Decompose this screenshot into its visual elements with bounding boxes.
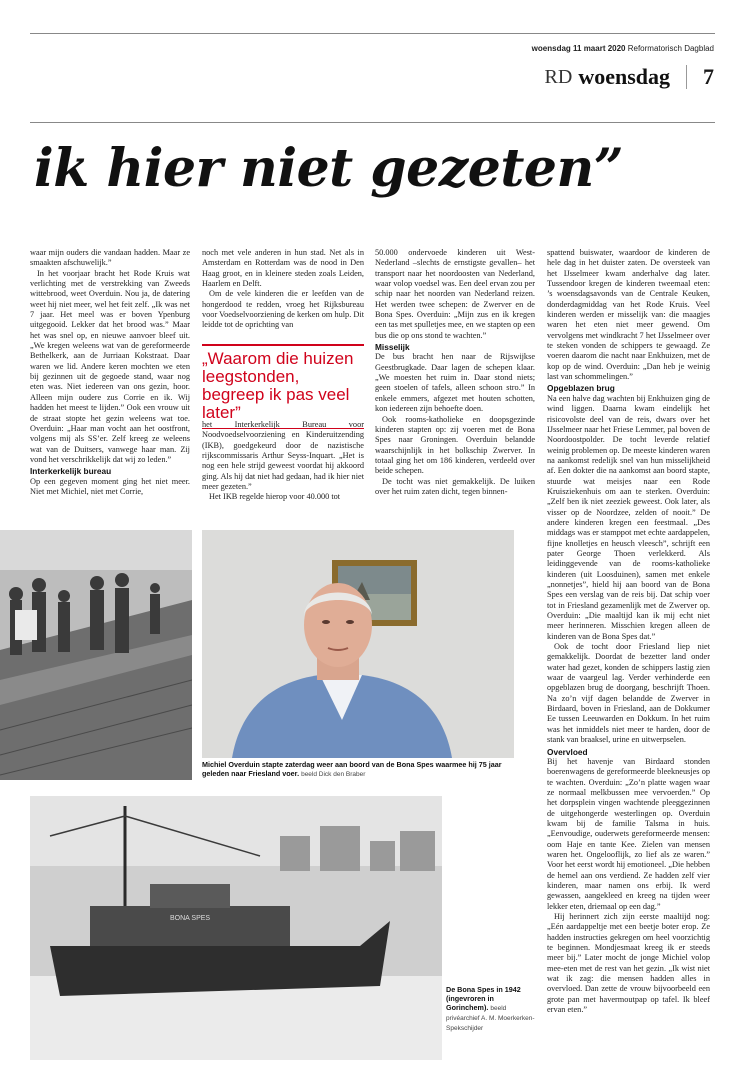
portrait-credit: beeld Dick den Braber (301, 771, 366, 778)
headline: ik hier niet gezeten” (34, 138, 624, 199)
paragraph: noch met vele anderen in hun stad. Net als in Amsterdam en Rotterdam was de nood in Den Haag groot, en in kleinere steden zoals Leiden, Haarlem en Delft. (202, 248, 364, 289)
pull-quote-text: „Waarom die huizen leegstonden, begreep ik pas veel later” (202, 349, 354, 422)
dateline (532, 44, 714, 53)
ship-photo (30, 796, 442, 1060)
issue-date: woensdag 11 maart 2020 (531, 44, 626, 53)
masthead (545, 62, 714, 92)
header-rule (30, 122, 715, 123)
historic-photo-children (0, 530, 192, 780)
paragraph: waar mijn ouders die vandaan hadden. Maar ze smaakten afschuwelijk.” (30, 248, 190, 268)
portrait-caption-text: Michiel Overduin stapte zaterdag weer aan boord van de Bona Spes waarmee hij 75 jaar geleden naar Friesland voer. (202, 760, 502, 778)
paragraph: Om de vele kinderen die er leefden van de hongerdood te redden, vroeg het Rijksbureau voor Voedselvoorziening de kerken om hulp. Dit leidde tot de oprichting van (202, 289, 364, 330)
paragraph: De tocht was niet gemakkelijk. De luiken over het ruim zaten dicht, tegen binnen- (375, 476, 535, 496)
historic-photo-illustration (0, 530, 192, 780)
paragraph: spattend buiswater, waardoor de kinderen de hele dag in het duister zaten. De oversteek van het IJsselmeer kwam anderhalve dag later. Tussendoor kregen de kinderen tweemaal eten: ’s woensdagsavonds van de Centrale Keuken, donderdagmiddag van het Rode Kruis. Veel kinderen werden er misselijk van: die maagjes waren het eten niet meer gewend. Om vervolgens met windkracht 7 het IJsselmeer over te steken vonden de schippers te gewaagd. Ze voeren daarom die nacht naar Enkhuizen, met de kop op de wind. Overduin: „Dan heb je weinig last van schommelingen.” (547, 248, 710, 382)
paragraph: 50.000 ondervoede kinderen uit West-Nederland –slechts de ernstigste gevallen– het transport naar het noordoosten van Nederland, waar volop voedsel was. Een deel ervan zou per schip naar het noorden van Nederland reizen. Het werden twee schepen: de Zwerver en de Bona Spes. Overduin: „Mijn zus en ik kregen een tas met spulletjes mee, en we stapten op een bus die op ons stond te wachten.” (375, 248, 535, 340)
text-column-1 (30, 248, 190, 508)
paragraph: De bus bracht hen naar de Rijswijkse Geestbrugkade. Daar lagen de schepen klaar. „We moesten het ruim in. Daar stond niets; geen stoelen of tafels, alleen schoon stro.” In enkele emmers, afgezet met houten schotten, kon iedereen zijn behoefte doen. (375, 352, 535, 414)
paragraph: Het IKB regelde hierop voor 40.000 tot (209, 492, 341, 502)
pull-quote (202, 344, 364, 429)
text-column-4 (547, 248, 710, 1060)
paragraph: Hij herinnert zich zijn eerste maaltijd nog: „Eén aardappeltje met een beetje boter erop. Ze hadden instructies gekregen om heel voorzichtig te beginnen. Mondjesmaat kreeg ik er steeds meer bij.” Later mocht de jonge Michiel volop mee-eten met de rest van het gezin. „Ik wist niet wat ik zag: die mensen hadden alles in overvloed. Dan zette de vrouw bijvoorbeeld een grote pan met havermoutpap op tafel. Ik bleef ervan eten.” (547, 912, 710, 1015)
section-title: woensdag (578, 64, 670, 89)
subheading: Overvloed (547, 746, 588, 757)
text-column-2b (202, 420, 364, 508)
portrait-caption (202, 760, 514, 779)
ship-caption (446, 985, 536, 1033)
paragraph: Op een gegeven moment ging het niet meer. Niet met Michiel, niet met Corrie, (30, 476, 190, 496)
text-column-2 (202, 248, 364, 342)
paragraph: Ook rooms-katholieke en doopsgezinde kinderen stapten op: zij voeren met de Bona Spes naar Groningen. Overduin belandde waarschijnlijk in het bolkschip Zwerver. In totaal ging het om 186 kinderen, verdeeld over beide schepen. (375, 414, 535, 476)
portrait-photo (202, 530, 514, 758)
page-number: 7 (703, 64, 714, 89)
rd-logo: RD (544, 65, 573, 88)
paragraph: Na een halve dag wachten bij Enkhuizen ging de wind liggen. Daarna kwam eindelijk het risicovolste deel van de reis, dwars over het IJsselmeer naar het Friese Lemmer, pal boven de Noordoostpolder. De tocht leverde relatief weinig problemen op. De meeste kinderen waren na aankomst redelijk snel van hun misselijkheid af. Een dokter die na aankomst aan boord stapte, stuurde wat meisjes naar een Rode Kruisziekenhuis om aan te sterken. Overduin: „Zelf ben ik niet zeeziek geweest. Ook later, als visser op de Noordzee, zelden of nooit.” De andere kinderen kregen een feestmaal. „Des middags was er stamppot met echte aardappelen, fijne knolletjes en heusch vleesch”, schrijft een pater George Thoen verlekkerd. Als leidinggevende van de rooms-katholieke kinderen (uit Loosduinen), samen met enkele „nonnetjes”, hield hij aan boord van de Bona Spes een verslag van de reis bij. Dat schip voer tot in Friesland gezamenlijk met de Zwerver op. Overduin: „Die maaltijd kan ik mij echt niet meer herinneren. Misschien kregen alleen de kinderen van de Bona Spes dat.” (547, 393, 710, 641)
text-column-3 (375, 248, 535, 506)
top-rule (30, 33, 715, 34)
subheading: Misselijk (375, 342, 410, 353)
masthead-divider (686, 65, 687, 89)
paper-name: Reformatorisch Dagblad (627, 44, 714, 53)
ship-illustration (30, 796, 442, 1060)
paragraph: Bij het havenje van Birdaard stonden boerenwagens de gereformeerde bleekneusjes op te wachten. Overduin: „Zo’n platte wagen waar ze normaal melkbussen mee vervoerden.” Op het dorpsplein vingen wachtende pleeggezinnen de uitgehongerde westerlingen op. Overduin kwam bij de familie Talsma in huis. „Eenvoudige, ouderwets gereformeerde mensen: oom Haje en tante Kee. Zielen van mensen waren het. Ongelooflijk, zo lief als ze waren.” Voor het eerst wordt hij emotioneel. „Die hebben de hemel aan ons verdiend. Ze hadden zelf vier kinderen, maar namen ons erbij. Ik werd gewassen, aangekleed en kreeg na tijden weer lekker eten, driemaal op een dag.” (547, 756, 710, 911)
ship-credit: beeld privéarchief A. M. Moerkerken-Spekschijder (446, 1005, 535, 1032)
paragraph: Ook de tocht door Friesland liep niet gemakkelijk. Doordat de bezetter land onder water had gezet, konden de schippers lastig zien waar de vaargeul lag. Verder verhinderde een opgeblazen brug de doorgang, beschrijft Thoen. Na zo’n vijf dagen belandde de Zwerver in Birdaard, boven in Friesland, aan de Dokkumer Ee tussen Leeuwarden en Dokkum. In het ruim was het inmiddels niet meer te harden, door de stank van braaksel, urine en uitwerpselen. (547, 642, 710, 745)
ship-caption-text: De Bona Spes in 1942 (ingevroren in Gorinchem). (446, 985, 521, 1012)
subheading: Interkerkelijk bureau (30, 466, 112, 477)
paragraph: In het voorjaar bracht het Rode Kruis wat verlichting met de verstrekking van Zweeds wittebrood, weet Overduin. Nou ja, de datering weet hij niet meer, wel het feit zelf. „Ik was net 7 jaar. Het meel was er boven Ypenburg uitgegooid. Lekker dat het brood was.” Maar het was snel op, en nieuwe aanvoer bleef uit. „We kregen weleens wat van de gereformeerde Bethelkerk, aan de Jurriaan Kokstraat. Daar waren we lid. Andere keren mochten we eten bij gezinnen uit de gegoede stand, waar nog eten was. Niet iedereen van ons gezin, hoor. Alleen mijn oudere zus Corrie en ik. Wij hadden het meest te lijden.” Ook een vrouw uit de straat stopte het gezin weleens wat toe. Overduin: „Haar man vocht aan het oostfront, volgens mij als SS’er. Zelf kreeg ze weleens wat van de Duitsers, vanwege haar man. Zij vond het verschrikkelijk dat wij zo leden.” (30, 268, 190, 464)
ship-name-plate: BONA SPES (170, 915, 211, 922)
subheading: Opgeblazen brug (547, 383, 615, 394)
portrait-illustration (202, 530, 514, 758)
paragraph: het Interkerkelijk Bureau voor Noodvoedselvoorziening en Kinderuitzending (IKB), goedgekeurd door de nazistische rijkscommissaris Arthur Seyss-Inquart. „Het is nog een hele strijd geweest voordat hij akkoord ging. Als hij dat niet had gedaan, had ik hier niet meer gezeten.” (202, 420, 364, 492)
